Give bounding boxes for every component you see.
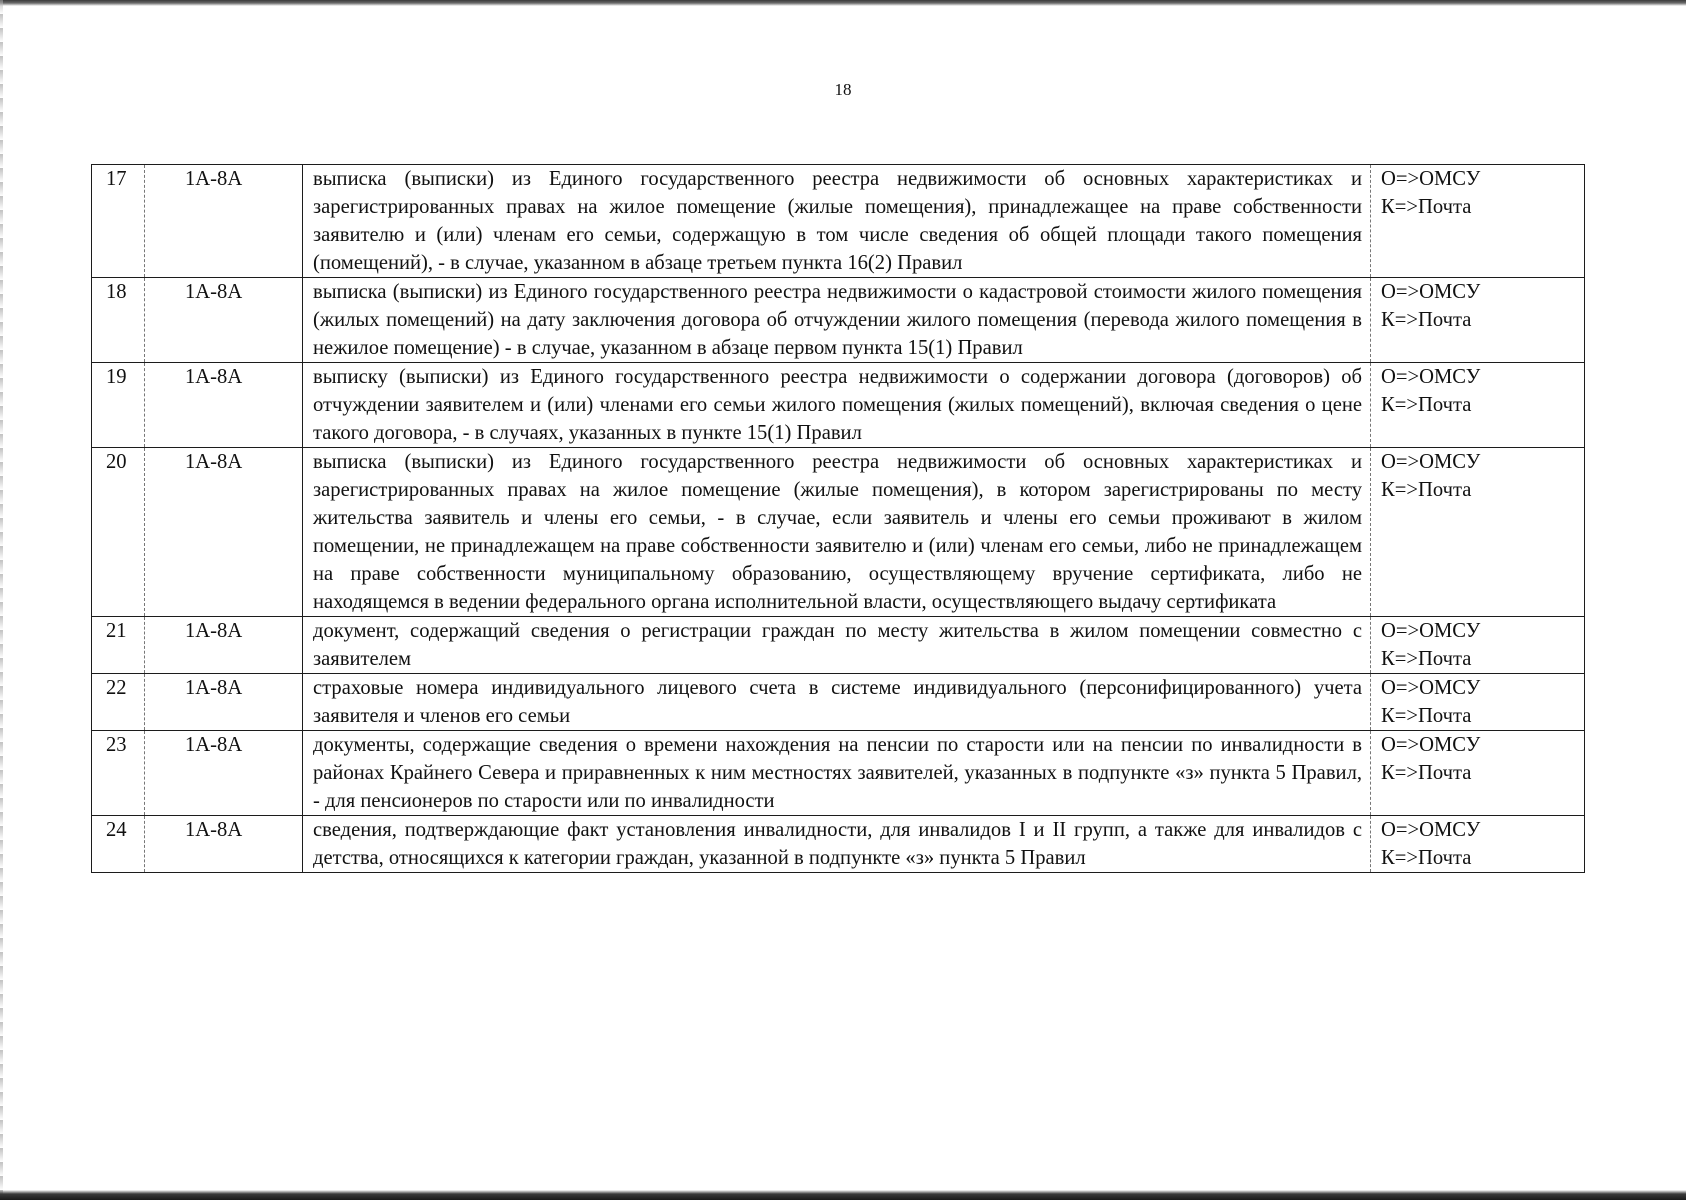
row-description: документ, содержащий сведения о регистрации граждан по месту жительства в жилом помещении совместно с заявителем — [303, 617, 1371, 674]
row-number: 18 — [92, 278, 145, 363]
row-routing — [1371, 816, 1585, 873]
route-omsu: О=>ОМСУ — [1381, 366, 1481, 388]
route-omsu: О=>ОМСУ — [1381, 620, 1481, 642]
row-code: 1А-8А — [145, 165, 303, 278]
route-post: К=>Почта — [1381, 309, 1472, 331]
row-code: 1А-8А — [145, 731, 303, 816]
row-number: 20 — [92, 448, 145, 617]
row-code: 1А-8А — [145, 278, 303, 363]
row-routing — [1371, 448, 1585, 617]
row-description: выписку (выписки) из Единого государственного реестра недвижимости о содержании договора (договоров) об отчуждении заявителем и (или) членами его семьи жилого помещения (жилых помещений), включая сведения о цене такого договора, - в случаях, указанных в пункте 15(1) Правил — [303, 363, 1371, 448]
row-description: документы, содержащие сведения о времени нахождения на пенсии по старости или на пенсии по инвалидности в районах Крайнего Севера и приравненных к ним местностях заявителей, указанных в подпункте «з» пункта 5 Правил, - для пенсионеров по старости или по инвалидности — [303, 731, 1371, 816]
row-routing — [1371, 617, 1585, 674]
row-number: 23 — [92, 731, 145, 816]
scan-edge-top — [0, 0, 1686, 6]
row-description: страховые номера индивидуального лицевого счета в системе индивидуального (персонифицированного) учета заявителя и членов его семьи — [303, 674, 1371, 731]
row-code: 1А-8А — [145, 816, 303, 873]
row-routing — [1371, 674, 1585, 731]
row-number: 21 — [92, 617, 145, 674]
route-omsu: О=>ОМСУ — [1381, 677, 1481, 699]
table-row — [92, 278, 1585, 363]
route-post: К=>Почта — [1381, 196, 1472, 218]
table-row — [92, 165, 1585, 278]
row-code: 1А-8А — [145, 617, 303, 674]
documents-table — [91, 164, 1585, 873]
row-code: 1А-8А — [145, 363, 303, 448]
route-omsu: О=>ОМСУ — [1381, 819, 1481, 841]
row-number: 17 — [92, 165, 145, 278]
route-omsu: О=>ОМСУ — [1381, 451, 1481, 473]
route-omsu: О=>ОМСУ — [1381, 734, 1481, 756]
row-code: 1А-8А — [145, 674, 303, 731]
row-routing — [1371, 363, 1585, 448]
row-number: 22 — [92, 674, 145, 731]
table-row — [92, 363, 1585, 448]
scan-edge-bottom — [0, 1190, 1686, 1200]
row-code: 1А-8А — [145, 448, 303, 617]
route-omsu: О=>ОМСУ — [1381, 281, 1481, 303]
row-number: 24 — [92, 816, 145, 873]
row-description: сведения, подтверждающие факт установления инвалидности, для инвалидов I и II групп, а также для инвалидов с детства, относящихся к категории граждан, указанной в подпункте «з» пункта 5 Правил — [303, 816, 1371, 873]
route-post: К=>Почта — [1381, 479, 1472, 501]
table-row — [92, 816, 1585, 873]
row-description: выписка (выписки) из Единого государственного реестра недвижимости о кадастровой стоимости жилого помещения (жилых помещений) на дату заключения договора об отчуждении жилого помещения (перевода жилого помещения в нежилое помещение) - в случае, указанном в абзаце первом пункта 15(1) Правил — [303, 278, 1371, 363]
row-routing — [1371, 278, 1585, 363]
table-row — [92, 674, 1585, 731]
row-number: 19 — [92, 363, 145, 448]
row-description: выписка (выписки) из Единого государственного реестра недвижимости об основных характеристиках и зарегистрированных правах на жилое помещение (жилые помещения), в котором зарегистрированы по месту жительства заявитель и члены его семьи, - в случае, если заявитель и члены его семьи проживают в жилом помещении, не принадлежащем на праве собственности заявителю и (или) членам его семьи, либо не принадлежащем на праве собственности муниципальному образованию, осуществляющему вручение сертификата, либо не находящемся в ведении федерального органа исполнительной власти, осуществляющего выдачу сертификата — [303, 448, 1371, 617]
row-routing — [1371, 165, 1585, 278]
route-post: К=>Почта — [1381, 648, 1472, 670]
row-description: выписка (выписки) из Единого государственного реестра недвижимости об основных характеристиках и зарегистрированных правах на жилое помещение (жилые помещения), принадлежащее на праве собственности заявителю и (или) членам его семьи, содержащую в том числе сведения об общей площади такого помещения (помещений), - в случае, указанном в абзаце третьем пункта 16(2) Правил — [303, 165, 1371, 278]
scan-edge-left — [0, 0, 3, 1200]
route-post: К=>Почта — [1381, 762, 1472, 784]
route-post: К=>Почта — [1381, 847, 1472, 869]
route-omsu: О=>ОМСУ — [1381, 168, 1481, 190]
row-routing — [1371, 731, 1585, 816]
route-post: К=>Почта — [1381, 705, 1472, 727]
table-row — [92, 617, 1585, 674]
page-number: 18 — [834, 80, 852, 99]
route-post: К=>Почта — [1381, 394, 1472, 416]
table-row — [92, 731, 1585, 816]
table-row — [92, 448, 1585, 617]
